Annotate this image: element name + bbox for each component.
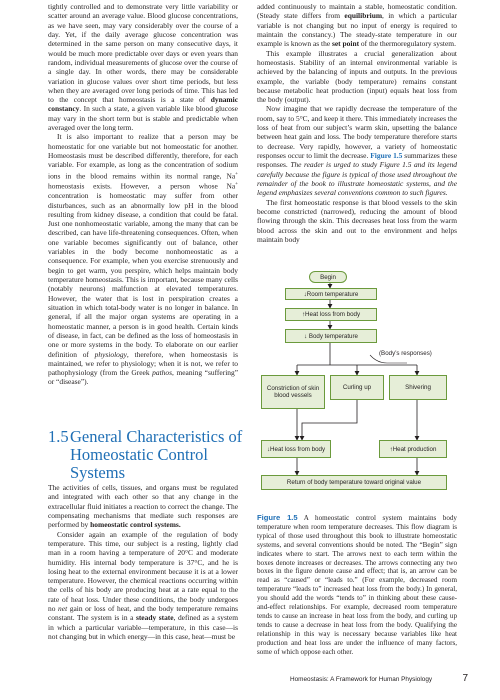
- body-responses-label: (Body’s responses): [379, 350, 432, 357]
- return-temperature-box: [261, 475, 447, 490]
- left-paragraph-1: tightly controlled and to demonstrate very little variability or scatter around an average value. Blood glucose concentrations, as we have seen, may vary considerably over the course of a day. Yet, if the daily average glucose concentration was determined in the same person on many consecutive days, it would be much more predictable over days or even years than random, individual measurements of glucose over the course of a single day. In other words, there may be considerable variation in glucose values over short time periods, but less when they are averaged over long periods of time. This has led to the concept that homeostasis is a state of dynamic constancy. In such a state, a given variable like blood glucose may vary in the short term but is stable and predictable when averaged over the long term.: [48, 2, 238, 133]
- section-title-line2: Homeostatic Control Systems: [70, 445, 208, 482]
- left-column: [48, 2, 238, 387]
- heat-loss-increase-box: [285, 308, 377, 321]
- constriction-label: Constriction of skin blood vessels: [266, 385, 320, 399]
- body-temperature-box: [285, 329, 377, 343]
- running-footer-text: Homeostasis: A Framework for Human Physiology: [290, 676, 433, 683]
- begin-box: [309, 271, 347, 283]
- heat-loss-increase-label: ↑Heat loss from body: [301, 311, 361, 318]
- section-title-line1: General Characteristics of: [70, 427, 243, 446]
- shivering-box: [389, 375, 447, 400]
- figure-caption: [257, 514, 457, 657]
- left-bottom-text: [48, 483, 238, 641]
- body-temperature-label: ↓ Body temperature: [304, 332, 358, 340]
- room-temperature-box: [285, 288, 377, 300]
- section-heading: [48, 428, 248, 482]
- return-temperature-label: Return of body temperature toward original value: [286, 479, 422, 486]
- section-paragraph-2: Consider again an example of the regulation of body temperature. This time, our subject is a resting, lightly clad man in a room having a temperature of 20°C and moderate humidity. His internal body temperature is 37°C, and he is losing heat to the external environment because it is at a lower temperature. However, the chemical reactions occurring within the cells of his body are producing heat at a rate equal to the rate of heat loss. Under these conditions, the body undergoes no net gain or loss of heat, and the body temperature remains constant. The system is in a steady state, defined as a system in which a particular variable—temperature, in this case—is not changing but in which energy—in this case, heat—must be: [48, 529, 238, 641]
- right-paragraph-1: added continuously to maintain a stable, homeostatic condition. (Steady state differs from equilibrium, in which a particular variable is not changing but no input of energy is required to maintain the constancy.) The steady-state temperature in our example is known as the set point of the thermoregulatory system.: [257, 2, 457, 49]
- page-number: 7: [462, 673, 468, 684]
- figure-caption-label: Figure 1.5: [257, 513, 298, 522]
- right-paragraph-4: The first homeostatic response is that blood vessels to the skin become constricted (narrowed), reducing the amount of blood flowing through the skin. This decreases heat loss from the warm blood across the skin and out to the environment and helps maintain body: [257, 197, 457, 244]
- page-footer: [290, 673, 468, 684]
- curling-up-box: [330, 375, 384, 400]
- left-paragraph-2: It is also important to realize that a person may be homeostatic for one variable but not homeostatic for another. Homeostasis must be described differently, therefore, for each variable. For example, as long as the concentration of sodium ions in the blood remains within its normal range, Na+ homeostasis exists. However, a person whose Na+ concentration is homeostatic may suffer from other disturbances, such as an abnormally low pH in the blood resulting from kidney disease, a condition that could be fatal. Just one nonhomeostatic variable, among the many that can be described, can have life-threatening consequences. Often, when one variable becomes significantly out of balance, other variables in the body become nonhomeostatic as a consequence. For example, when you exercise strenuously and begin to get warm, you perspire, which helps maintain body temperature homeostasis. This is important, because many cells (notably neurons) malfunction at elevated temperatures. However, the water that is lost in perspiration creates a situation in which total-body water is no longer in balance. In general, if all the major organ systems are operating in a homeostatic manner, a person is in good health. Certain kinds of disease, in fact, can be defined as the loss of homeostasis in one or more systems in the body. To elaborate on our earlier definition of physiology, therefore, when homeostasis is maintained, we refer to physiology; when it is not, we refer to pathophysiology (from the Greek pathos, meaning “suffering” or “disease”).: [48, 132, 238, 387]
- right-column: [257, 2, 457, 244]
- term-dynamic-constancy: dynamic constancy: [48, 95, 238, 114]
- right-paragraph-3: Now imagine that we rapidly decrease the temperature of the room, say to 5°C, and keep it there. This immediately increases the loss of heat from our subject’s warm skin, upsetting the balance between heat gain and loss. The body temperature therefore starts to decrease. Very rapidly, however, a variety of homeostatic responses occur to limit the decrease. Figure 1.5 summarizes these responses. The reader is urged to study Figure 1.5 and its legend carefully because the figure is typical of those used throughout the remainder of the book to illustrate homeostatic systems, and the legend emphasizes several conventions common to such figures.: [257, 104, 458, 198]
- figure-flow-diagram: [257, 263, 457, 508]
- room-temperature-label: ↓Room temperature: [303, 290, 359, 298]
- section-paragraph-1: The activities of cells, tissues, and organs must be regulated and integrated with each other so that any change in the extracellular fluid initiates a reaction to correct the change. The compensating mechanisms that mediate such responses are performed by homeostatic control systems.: [48, 483, 238, 530]
- shivering-label: Shivering: [405, 384, 431, 391]
- figure-caption-text: A homeostatic control system maintains body temperature when room temperature decreases. This flow diagram is typical of those used throughout this book to illustrate homeostatic systems, and several conventions should be noted. The “Begin” sign indicates where to start. The arrows next to each term within the boxes denote increases or decreases. The arrows connecting any two boxes in the figure denote cause and effect; that is, an arrow can be read as “caused” or “leads to.” (For example, decreased room temperature “leads to” increased heat loss from the body.) In general, you should add the words “tends to” in thinking about these cause-and-effect relationships. For example, decreased room temperature tends to cause an increase in heat loss from the body, and curling up tends to cause a decrease in heat loss from the body. Qualifying the relationship in this way is necessary because variables like heat production and heat loss are under the influence of many factors, some of which oppose each other.: [257, 514, 457, 656]
- heat-production-box: [379, 440, 447, 458]
- heat-production-label: ↑Heat production: [389, 445, 437, 453]
- section-number: 1.5: [48, 427, 69, 446]
- heat-loss-decrease-box: [261, 440, 331, 458]
- curling-up-label: Curling up: [342, 384, 372, 391]
- right-paragraph-2: This example illustrates a crucial generalization about homeostasis. Stability of an internal environmental variable is achieved by the balancing of inputs and outputs. In the previous example, the variable (body temperature) remains constant because metabolic heat production (input) equals heat loss from the body (output).: [257, 48, 457, 105]
- begin-label: Begin: [320, 273, 336, 281]
- heat-loss-decrease-label: ↓Heat loss from body: [266, 445, 326, 453]
- constriction-box: [261, 375, 325, 409]
